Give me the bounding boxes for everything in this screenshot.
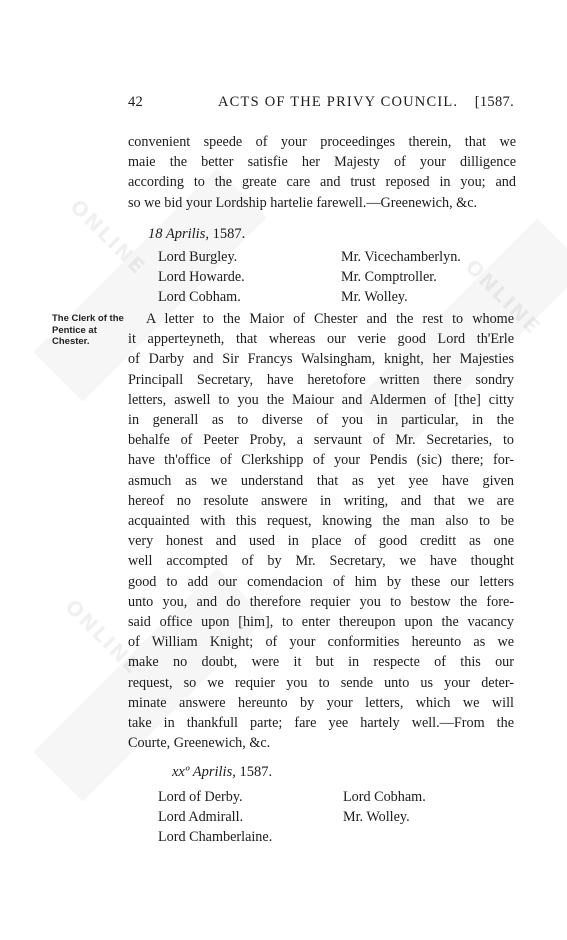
text-line: behalfe of Peeter Proby, a servaunt of Mr. Secretaries, to [128,432,514,449]
page-number: 42 [128,94,144,110]
attendees-right [343,787,426,827]
attendee: Lord Howarde. [158,269,245,286]
meeting-date-day: xxº Aprilis, [172,764,236,780]
text-line: letters, aswell to you the Maiour and Aldermen of [the] citty [128,391,514,408]
attendees-right [341,247,461,308]
text-line: well accompted of by Mr. Secretary, we have thought [128,553,514,570]
meeting-date-day: 18 Aprilis, [148,226,209,242]
text-line: asmuch as we understand that as yet yee have given [128,472,514,489]
running-title: ACTS OF THE PRIVY COUNCIL. [218,94,459,110]
text-line: maie the better satisfie her Majesty of your dilligence [128,154,516,171]
text-line: said office upon [him], to enter thereupon upon the vacancy [128,614,514,631]
attendee: Mr. Wolley. [343,809,410,826]
text-line: minate answere hereunto by your letters, which we will [128,694,514,711]
meeting-date [172,764,272,781]
text-line: so we bid your Lordship hartelie farewell.—Greenewich, &c. [128,194,478,211]
text-line: make no doubt, were it but in respecte of this our [128,654,514,671]
attendee: Lord Cobham. [343,789,426,805]
margin-note: The Clerk of the Pentice at Chester. [52,313,124,347]
meeting-date-year: 1587. [239,764,273,780]
attendee: Lord Chamberlaine. [158,829,273,846]
text-line: Principall Secretary, have heretofore written there sondry [128,371,514,388]
text-line: acquainted with this request, knowing the man also to be [128,513,514,530]
meeting-date [148,226,245,243]
text-line: of Darby and Sir Francys Walsingham, knight, her Majesties [128,351,514,368]
watermark-text-right: ONLINE [460,254,546,340]
text-line: A letter to the Maior of Chester and the rest to whome [146,311,514,327]
running-year: [1587. [474,94,514,110]
page-header [128,94,514,114]
text-line: Courte, Greenewich, &c. [128,735,271,752]
attendee: Mr. Wolley. [341,289,408,306]
text-line: hereof no resolute answere in writing, and that we are [128,492,514,509]
attendee: Lord Admirall. [158,809,244,826]
attendee: Lord of Derby. [158,789,243,805]
attendee: Mr. Comptroller. [341,269,437,286]
attendees-left [158,247,245,308]
text-line: have th'office of Clerkshipp of your Pendis (sic) there; for- [128,452,514,469]
attendee: Lord Burgley. [158,249,238,265]
text-line: convenient speede of your proceedinges therein, that we [128,134,516,150]
text-line: it apperteyneth, that whereas our verie good Lord th'Erle [128,331,514,348]
watermark-text-lower: ONLINE [60,594,146,680]
text-line: request, so we requier you to sende unto us your deter- [128,674,514,691]
text-line: according to the greate care and trust reposed in you; and [128,174,516,191]
opening-paragraph [128,132,516,213]
text-line: good to add our comendacion of him by these our letters [128,573,514,590]
text-line: very honest and used in place of good creditt as one [128,533,514,550]
letter-paragraph [128,309,514,753]
text-line: in generall as to diverse of you in particular, in the [128,412,514,429]
attendee: Mr. Vicechamberlyn. [341,249,461,265]
attendee: Lord Cobham. [158,289,241,306]
watermark-text-upper: ONLINE [65,194,151,280]
text-line: of William Knight; of your conformities hereunto as we [128,634,514,651]
text-line: unto you, and do therefore requier you to bestow the fore- [128,593,514,610]
meeting-date-year: 1587. [212,226,246,242]
text-line: take in thankfull parte; fare yee hartely well.—From the [128,715,514,732]
attendees-left [158,787,272,848]
